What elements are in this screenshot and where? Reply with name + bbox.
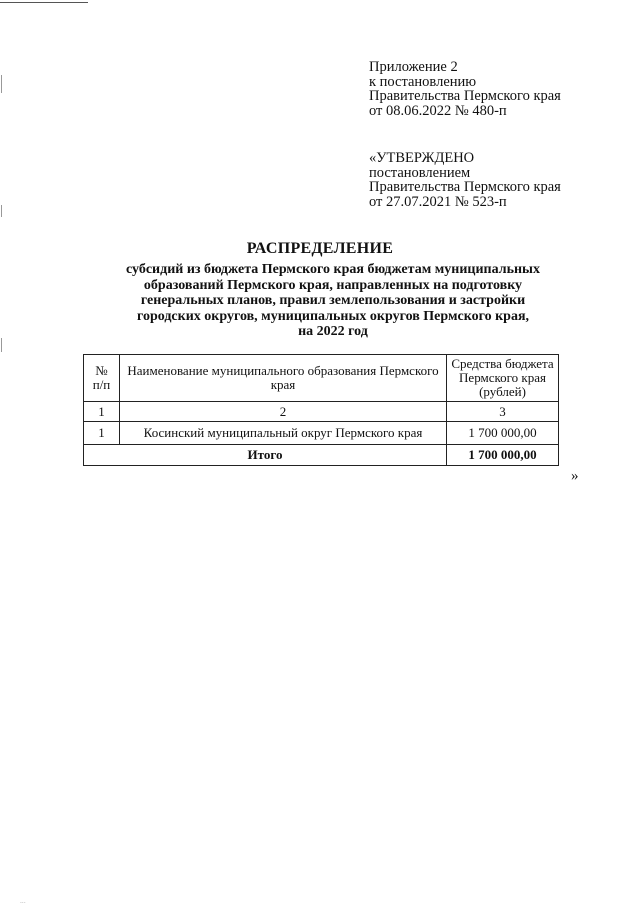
column-number-row [84, 402, 559, 422]
subtitle-line: образований Пермского края, направленных на подготовку [143, 277, 523, 293]
scan-artifact-left [1, 75, 2, 93]
approval-line: постановлением [369, 164, 471, 181]
column-number: 1 [84, 402, 120, 422]
column-number: 2 [120, 402, 447, 422]
appendix-line: от 08.06.2022 № 480-п [369, 102, 507, 119]
document-title: РАСПРЕДЕЛЕНИЕ [246, 240, 394, 257]
approval-line: от 27.07.2021 № 523-п [369, 193, 507, 210]
subtitle-line: субсидий из бюджета Пермского края бюджетам муниципальных [126, 262, 540, 277]
appendix-reference [369, 60, 561, 118]
distribution-table [83, 354, 559, 466]
total-label: Итого [84, 445, 447, 466]
subtitle-line: городских округов, муниципальных округов Пермского края, [136, 308, 530, 324]
document-subtitle [100, 262, 566, 340]
footer-mark: ... [20, 898, 26, 905]
total-amount: 1 700 000,00 [447, 445, 559, 466]
table-header-row [84, 355, 559, 402]
appendix-line: Правительства Пермского края [369, 88, 561, 104]
closing-quote: » [571, 468, 579, 484]
table-row [84, 422, 559, 445]
row-number: 1 [84, 422, 120, 445]
appendix-line: к постановлению [369, 73, 477, 90]
approval-line: «УТВЕРЖДЕНО [369, 150, 475, 166]
row-amount: 1 700 000,00 [447, 422, 559, 445]
subtitle-line: на 2022 год [298, 324, 368, 339]
scan-artifact-left [1, 338, 2, 352]
header-number: № п/п [84, 355, 120, 402]
row-name: Косинский муниципальный округ Пермского края [120, 422, 447, 445]
approval-line: Правительства Пермского края [369, 179, 561, 195]
subtitle-line: генеральных планов, правил землепользования и застройки [140, 293, 526, 308]
total-row [84, 445, 559, 466]
scan-artifact-top [0, 2, 88, 3]
header-name: Наименование муниципального образования Пермского края [120, 355, 447, 402]
header-amount: Средства бюджета Пермского края (рублей) [447, 355, 559, 402]
scan-artifact-left [1, 205, 2, 217]
column-number: 3 [447, 402, 559, 422]
appendix-line: Приложение 2 [369, 59, 458, 75]
approval-stamp [369, 151, 561, 209]
